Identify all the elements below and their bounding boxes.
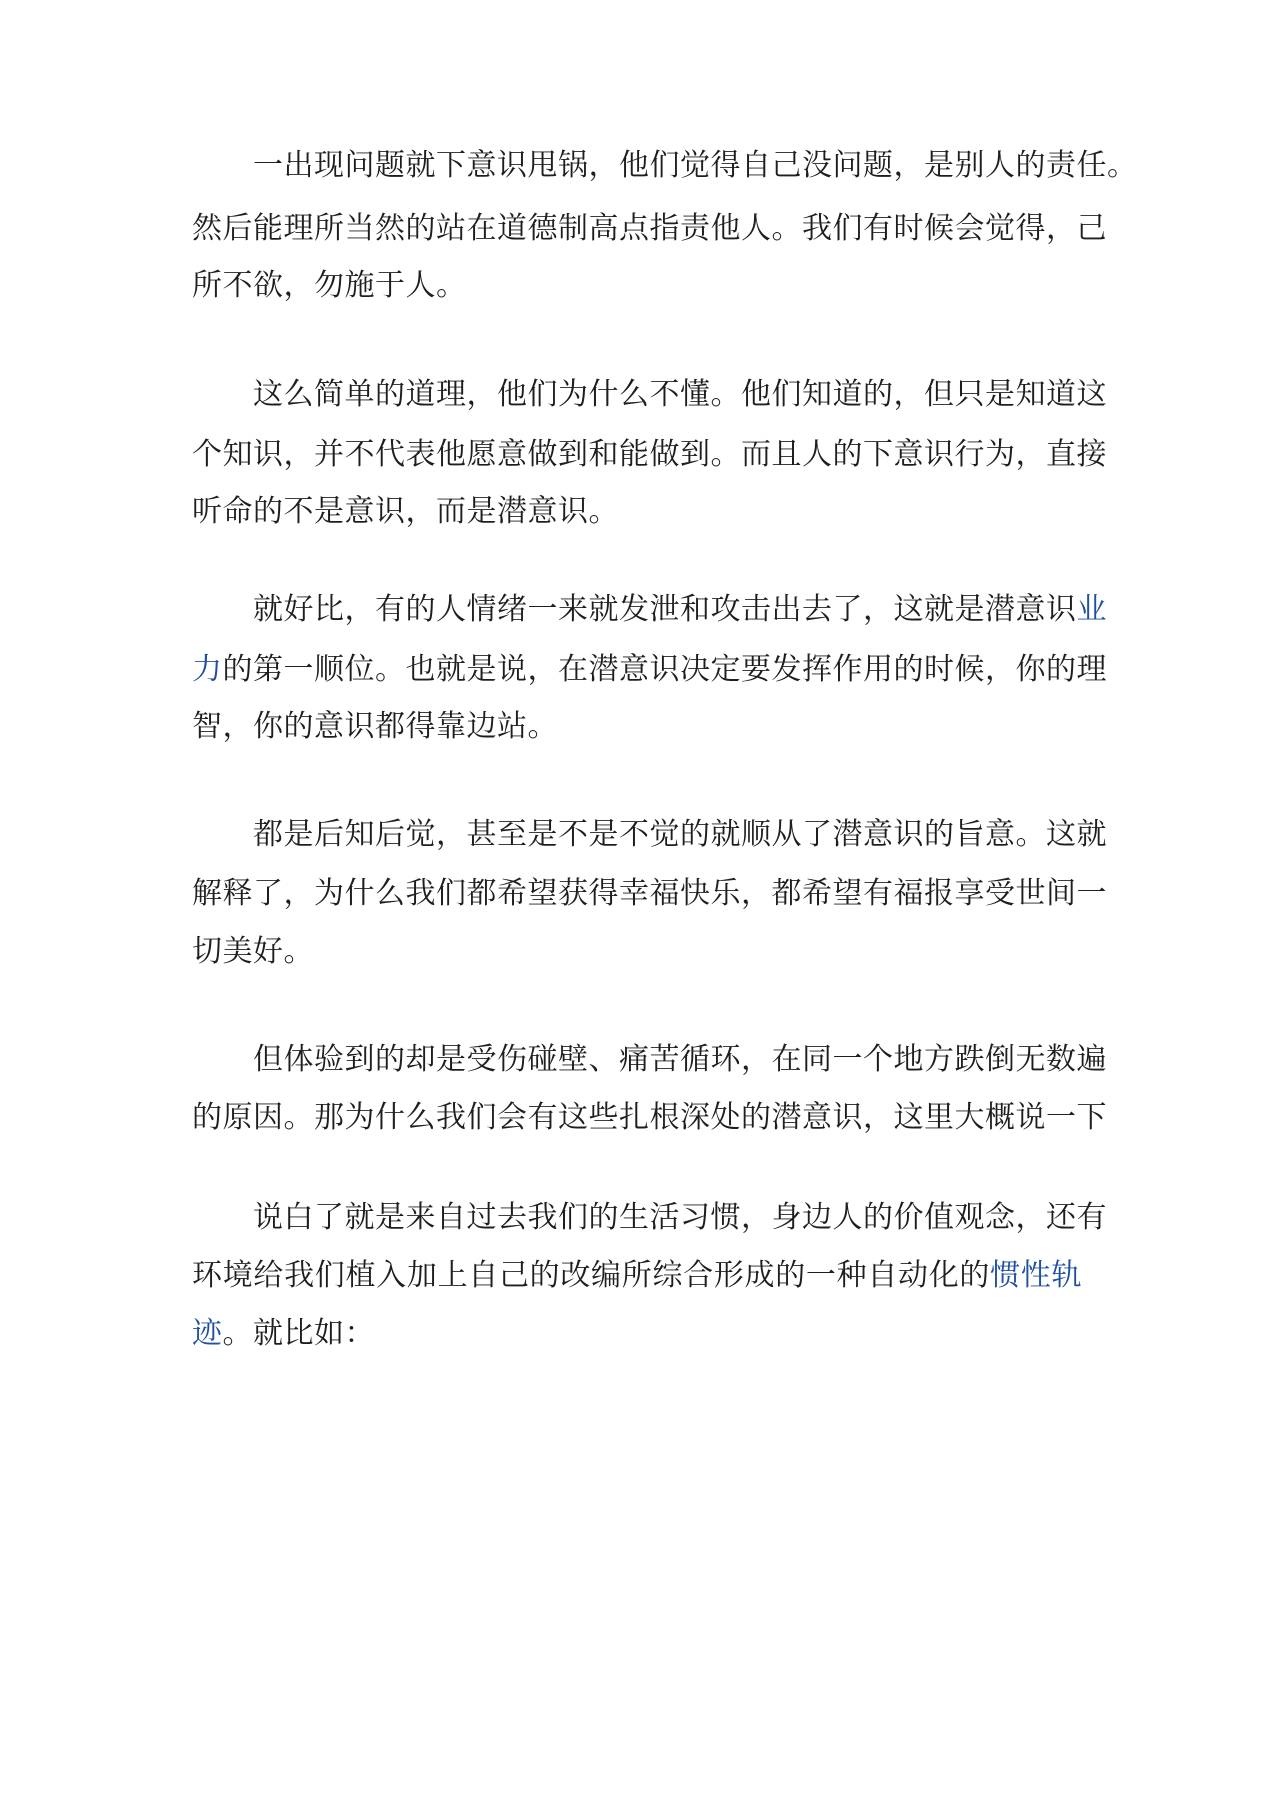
text-run: 这么简单的道理，他们为什么不懂。他们知道的，但只是知道这 — [192, 377, 1107, 412]
text-run: 。就比如： — [222, 1316, 375, 1351]
paragraph-6-line-2 — [192, 1256, 1082, 1296]
paragraph-6-line-1 — [192, 1198, 1107, 1238]
paragraph-4-line-2 — [192, 874, 1107, 914]
text-run: 的原因。那为什么我们会有这些扎根深处的潜意识，这里大概说一下 — [192, 1100, 1107, 1135]
paragraph-5-line-2 — [192, 1098, 1107, 1138]
paragraph-3-line-1 — [192, 590, 1107, 630]
text-run: 个知识，并不代表他愿意做到和能做到。而且人的下意识行为，直接 — [192, 437, 1107, 472]
text-run: 的第一顺位。也就是说，在潜意识决定要发挥作用的时候，你的理 — [222, 652, 1107, 687]
paragraph-3-line-3 — [192, 707, 1082, 747]
paragraph-1-line-1 — [192, 146, 1138, 186]
text-run: 所不欲，勿施于人。 — [192, 268, 467, 303]
text-run: 智，你的意识都得靠边站。 — [192, 709, 558, 744]
paragraph-1-line-2 — [192, 209, 1107, 249]
paragraph-2-line-1 — [192, 375, 1107, 415]
text-run: 一出现问题就下意识甩锅，他们觉得自己没问题，是别人的责任。 — [192, 148, 1138, 183]
paragraph-4-line-1 — [192, 815, 1107, 855]
paragraph-3-line-2 — [192, 650, 1107, 690]
paragraph-5-line-1 — [192, 1040, 1107, 1080]
text-run: 环境给我们植入加上自己的改编所综合形成的一种自动化的 — [192, 1258, 991, 1293]
paragraph-1-line-3 — [192, 266, 1082, 306]
text-run: 都是后知后觉，甚至是不是不觉的就顺从了潜意识的旨意。这就 — [192, 817, 1107, 852]
paragraph-2-line-2 — [192, 435, 1107, 475]
glossary-link[interactable]: 迹 — [192, 1316, 223, 1351]
paragraph-2-line-3 — [192, 492, 1082, 532]
text-run: 说白了就是来自过去我们的生活习惯，身边人的价值观念，还有 — [192, 1200, 1107, 1235]
paragraph-6-line-3 — [192, 1314, 1082, 1354]
text-run: 解释了，为什么我们都希望获得幸福快乐，都希望有福报享受世间一 — [192, 876, 1107, 911]
paragraph-4-line-3 — [192, 932, 1082, 972]
text-run: 然后能理所当然的站在道德制高点指责他人。我们有时候会觉得，己 — [192, 211, 1107, 246]
text-run: 就好比，有的人情绪一来就发泄和攻击出去了，这就是潜意识 — [192, 592, 1077, 627]
glossary-link[interactable]: 业 — [1076, 592, 1107, 627]
text-run: 听命的不是意识，而是潜意识。 — [192, 494, 619, 529]
glossary-link[interactable]: 力 — [192, 652, 223, 687]
text-run: 切美好。 — [192, 934, 314, 969]
glossary-link[interactable]: 惯性轨 — [990, 1258, 1083, 1293]
text-run: 但体验到的却是受伤碰壁、痛苦循环，在同一个地方跌倒无数遍 — [192, 1042, 1107, 1077]
